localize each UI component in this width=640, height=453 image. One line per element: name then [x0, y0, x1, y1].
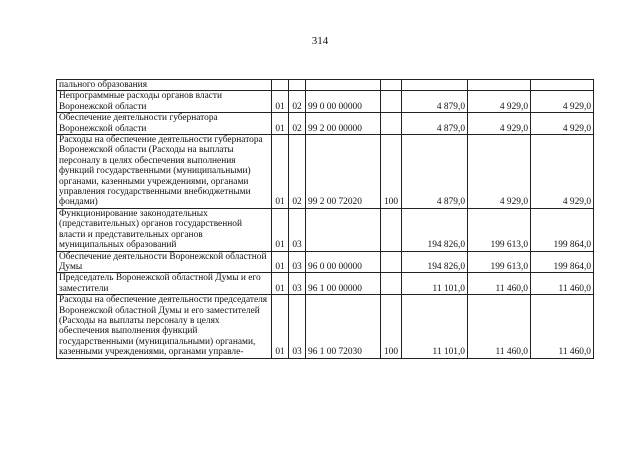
row-name: Расходы на обеспечение деятельности губернатора Воронежской области (Расходы на выплаты персоналу в целях обеспечения выполнения функций государственными (муниципальными) органами, казенными учреждениями, органами управления государственными внебюджетными фондами) [57, 135, 272, 209]
row-amount-3: 4 929,0 [531, 113, 594, 135]
row-amount-2 [468, 80, 531, 91]
row-subsection: 02 [289, 91, 306, 113]
table-row [57, 135, 594, 209]
row-amount-1: 4 879,0 [402, 135, 468, 209]
row-target-article: 96 1 00 00000 [306, 273, 381, 295]
table-row [57, 91, 594, 113]
row-amount-2: 4 929,0 [468, 113, 531, 135]
row-name: Председатель Воронежской областной Думы и его заместители [57, 273, 272, 295]
row-name: Обеспечение деятельности губернатора Воронежской области [57, 113, 272, 135]
row-amount-2: 4 929,0 [468, 91, 531, 113]
row-expense-type [381, 113, 402, 135]
budget-table-body [57, 80, 594, 359]
row-target-article [306, 80, 381, 91]
table-row [57, 208, 594, 251]
row-subsection: 03 [289, 208, 306, 251]
row-amount-3: 4 929,0 [531, 135, 594, 209]
table-row [57, 80, 594, 91]
row-subsection: 02 [289, 135, 306, 209]
row-name: Обеспечение деятельности Воронежской областной Думы [57, 251, 272, 273]
page-number: 314 [311, 35, 329, 47]
row-amount-1: 4 879,0 [402, 113, 468, 135]
row-section [272, 80, 289, 91]
row-amount-3: 11 460,0 [531, 273, 594, 295]
row-target-article: 99 2 00 00000 [306, 113, 381, 135]
row-amount-2: 11 460,0 [468, 273, 531, 295]
row-amount-3: 199 864,0 [531, 208, 594, 251]
row-amount-1: 11 101,0 [402, 273, 468, 295]
row-amount-2: 4 929,0 [468, 135, 531, 209]
row-target-article: 96 0 00 00000 [306, 251, 381, 273]
row-section: 01 [272, 91, 289, 113]
row-subsection [289, 80, 306, 91]
row-amount-1: 194 826,0 [402, 208, 468, 251]
row-section: 01 [272, 295, 289, 358]
row-amount-3 [531, 80, 594, 91]
row-subsection: 03 [289, 251, 306, 273]
row-target-article [306, 208, 381, 251]
row-amount-1: 11 101,0 [402, 295, 468, 358]
row-target-article: 96 1 00 72030 [306, 295, 381, 358]
row-amount-1: 194 826,0 [402, 251, 468, 273]
row-name: Функционирование законодательных (представительных) органов государственной власти и представительных органов муниципальных образований [57, 208, 272, 251]
row-amount-3: 199 864,0 [531, 251, 594, 273]
row-subsection: 02 [289, 113, 306, 135]
row-amount-3: 11 460,0 [531, 295, 594, 358]
row-section: 01 [272, 208, 289, 251]
row-section: 01 [272, 273, 289, 295]
table-row [57, 295, 594, 358]
row-expense-type [381, 208, 402, 251]
row-target-article: 99 2 00 72020 [306, 135, 381, 209]
row-subsection: 03 [289, 273, 306, 295]
row-expense-type [381, 80, 402, 91]
row-amount-1 [402, 80, 468, 91]
table-row [57, 273, 594, 295]
budget-table [56, 79, 594, 359]
row-amount-2: 199 613,0 [468, 251, 531, 273]
row-amount-3: 4 929,0 [531, 91, 594, 113]
row-amount-2: 11 460,0 [468, 295, 531, 358]
row-expense-type: 100 [381, 135, 402, 209]
row-name: Непрограммные расходы органов власти Воронежской области [57, 91, 272, 113]
table-row [57, 113, 594, 135]
row-amount-1: 4 879,0 [402, 91, 468, 113]
row-amount-2: 199 613,0 [468, 208, 531, 251]
row-section: 01 [272, 135, 289, 209]
row-name: Расходы на обеспечение деятельности председателя Воронежской областной Думы и его заместителей (Расходы на выплаты персоналу в целях обеспечения выполнения функций государственными (муниципальными) органами, казенными учреждениями, органами управле- [57, 295, 272, 358]
row-expense-type [381, 91, 402, 113]
table-row [57, 251, 594, 273]
row-section: 01 [272, 113, 289, 135]
row-name: пального образования [57, 80, 272, 91]
row-expense-type: 100 [381, 295, 402, 358]
row-section: 01 [272, 251, 289, 273]
row-target-article: 99 0 00 00000 [306, 91, 381, 113]
row-subsection: 03 [289, 295, 306, 358]
row-expense-type [381, 251, 402, 273]
row-expense-type [381, 273, 402, 295]
